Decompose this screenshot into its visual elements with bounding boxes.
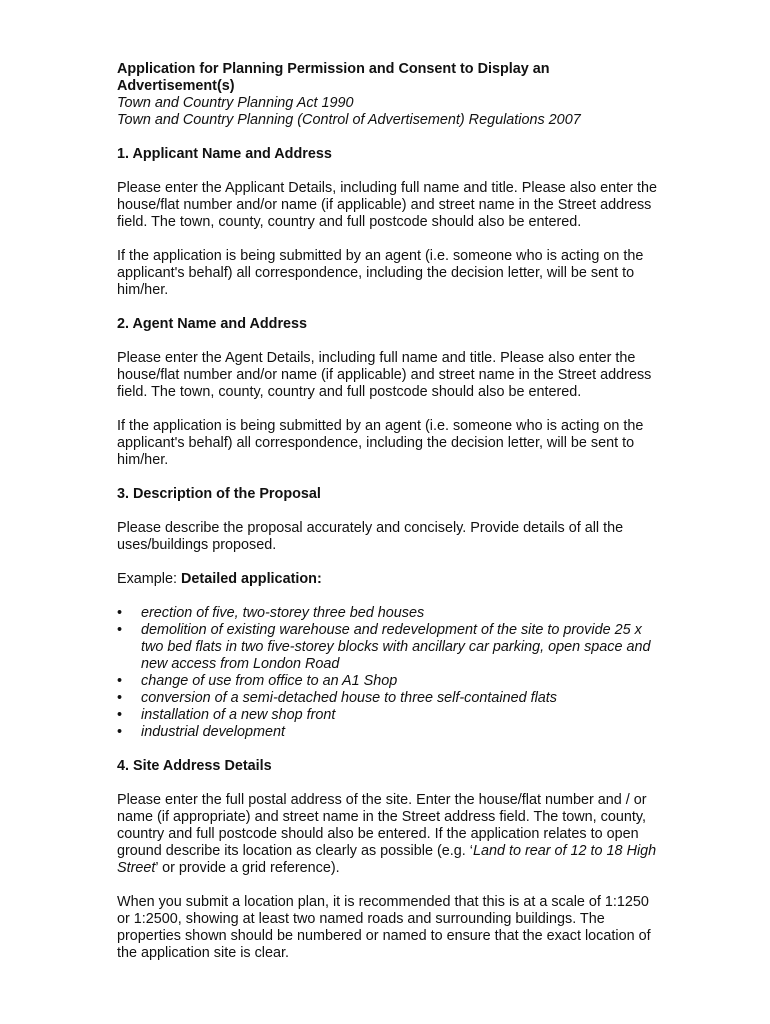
bullet-icon: • bbox=[117, 690, 123, 706]
list-item-text: installation of a new shop front bbox=[141, 707, 336, 723]
proposal-examples-list bbox=[117, 605, 662, 741]
section-4-paragraph-1 bbox=[117, 792, 662, 877]
example-prefix: Example: bbox=[117, 571, 181, 587]
list-item bbox=[117, 605, 662, 622]
section-1-paragraph-2: If the application is being submitted by an agent (i.e. someone who is acting on the applicant's behalf) all correspondence, including the decision letter, will be sent to him/her. bbox=[117, 248, 644, 298]
section-2-paragraph-2: If the application is being submitted by an agent (i.e. someone who is acting on the applicant's behalf) all correspondence, including the decision letter, will be sent to him/her. bbox=[117, 418, 644, 468]
section-3-heading: 3. Description of the Proposal bbox=[117, 486, 321, 502]
section-1-heading: 1. Applicant Name and Address bbox=[117, 146, 332, 162]
list-item bbox=[117, 707, 662, 724]
section-4-heading: 4. Site Address Details bbox=[117, 758, 272, 774]
list-item-text: erection of five, two-storey three bed houses bbox=[141, 605, 425, 621]
list-item bbox=[117, 673, 662, 690]
section-2-paragraph-1: Please enter the Agent Details, including full name and title. Please also enter the house/flat number and/or name (if applicable) and street name in the Street address field. The town, county, country and full postcode should also be entered. bbox=[117, 350, 652, 400]
act-subtitle: Town and Country Planning Act 1990 bbox=[117, 95, 354, 111]
section-4-paragraph-2: When you submit a location plan, it is recommended that this is at a scale of 1:1250 or 1:2500, showing at least two named roads and surrounding buildings. The properties shown should be numbered or named to ensure that the exact location of the application site is clear. bbox=[117, 894, 651, 961]
bullet-icon: • bbox=[117, 707, 123, 723]
document-title: Application for Planning Permission and Consent to Display an Advertisement(s) bbox=[117, 61, 550, 94]
list-item-text: change of use from office to an A1 Shop bbox=[141, 673, 398, 689]
example-label: Detailed application: bbox=[181, 571, 322, 587]
list-item bbox=[117, 690, 662, 707]
section-3-paragraph-1: Please describe the proposal accurately and concisely. Provide details of all the uses/buildings proposed. bbox=[117, 520, 624, 553]
document-page bbox=[117, 61, 662, 962]
bullet-icon: • bbox=[117, 622, 123, 638]
bullet-icon: • bbox=[117, 673, 123, 689]
regulations-subtitle: Town and Country Planning (Control of Advertisement) Regulations 2007 bbox=[117, 112, 581, 128]
list-item bbox=[117, 622, 662, 673]
list-item-text: demolition of existing warehouse and redevelopment of the site to provide 25 x two bed flats in two five-storey blocks with ancillary car parking, open space and new access from London Road bbox=[141, 622, 651, 672]
section-2-heading: 2. Agent Name and Address bbox=[117, 316, 308, 332]
list-item-text: conversion of a semi-detached house to three self-contained flats bbox=[141, 690, 557, 706]
list-item bbox=[117, 724, 662, 741]
site-address-text-start: Please enter the full postal address of the site. Enter the house/flat number and / or name (if appropriate) and street name in the Street address field. The town, county, country and full postcode should also be entered. If the application relates to open ground describe its location as clearly as possible (e.g. ‘ bbox=[117, 792, 647, 859]
bullet-icon: • bbox=[117, 605, 123, 621]
site-address-example: Land to rear of 12 to 18 High Street bbox=[117, 843, 657, 876]
bullet-icon: • bbox=[117, 724, 123, 740]
example-line bbox=[117, 571, 662, 588]
list-item-text: industrial development bbox=[141, 724, 285, 740]
section-1-paragraph-1: Please enter the Applicant Details, including full name and title. Please also enter the house/flat number and/or name (if applicable) and street name in the Street address field. The town, county, country and full postcode should also be entered. bbox=[117, 180, 657, 230]
site-address-text-end: ’ or provide a grid reference). bbox=[155, 860, 340, 876]
